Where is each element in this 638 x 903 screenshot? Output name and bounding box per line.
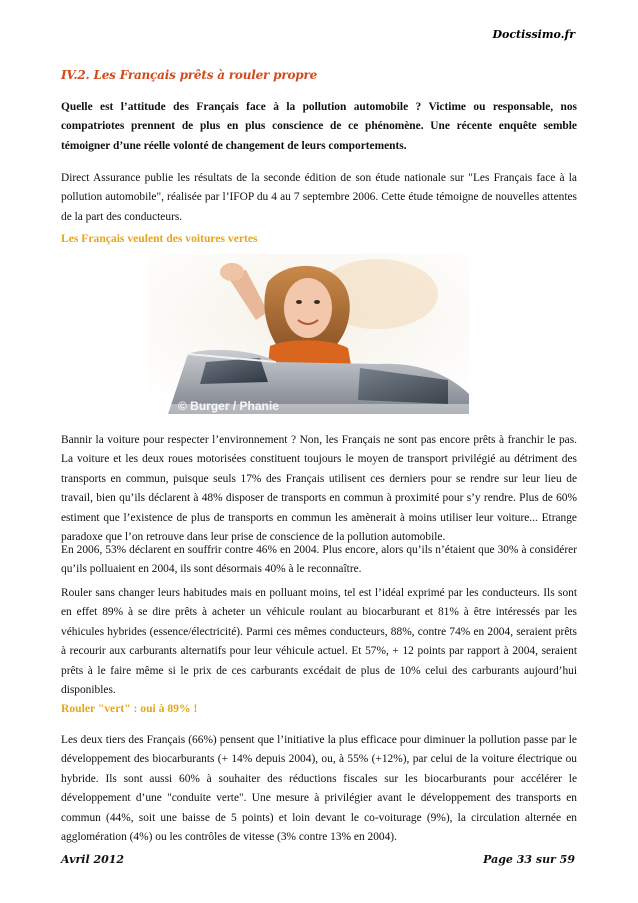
article-photo [148, 254, 469, 414]
intro-paragraph: Quelle est l’attitude des Français face à la pollution automobile ? Victime ou responsable, nos compatriotes prennent de plus en plus conscience de ce phénomène. Une récente enquête semble témoigner d’une réelle volonté de changement de leurs comportements. [61, 101, 577, 152]
section-title: IV.2. Les Français prêts à rouler propre [61, 68, 318, 82]
subheading-rouler-vert: Rouler "vert" : oui à 89% ! [61, 702, 198, 715]
woman-in-car-image [148, 254, 469, 414]
footer-page-number: Page 33 sur 59 [483, 853, 575, 866]
paragraph-initiatives: Les deux tiers des Français (66%) pensent que l’initiative la plus efficace pour diminuer la pollution passe par le développement des biocarburants (+ 14% depuis 2004), ou, à 55% (+12%), par celui de la voiture électrique ou hybride. Ils sont aussi 60% à souhaiter des réductions fiscales sur les biocarburants pour accélérer le développement d’une "conduite verte". Une mesure à privilégier avant le développement des transports en commun (44%, soit une baisse de 5 points) et loin devant le co-voiturage (9%), la circulation alternée en agglomération (4%) ou les contrôles de vitesse (3% contre 13% en 2004). [61, 734, 577, 844]
subheading-green-cars: Les Français veulent des voitures vertes [61, 232, 258, 245]
footer-date: Avril 2012 [61, 853, 125, 866]
photo-credit: © Burger / Phanie [178, 399, 279, 413]
paragraph-drivers-ideal: Rouler sans changer leurs habitudes mais en polluant moins, tel est l’idéal exprimé par les conducteurs. Ils sont en effet 89% à se dire prêts à acheter un véhicule roulant au biocarburant et 81% à être intéressés par les véhicules hybrides (essence/électricité). Parmi ces mêmes conducteurs, 88%, contre 74% en 2004, seraient prêts à recourir aux carburants alternatifs pour leur véhicule actuel. Et 57%, + 12 points par rapport à 2004, seraient prêts à le faire même si le prix de ces carburants excédait de plus de 10% celui des carburants aujourd’hui disponibles. [61, 587, 577, 697]
paragraph-transport: Bannir la voiture pour respecter l’environnement ? Non, les Français ne sont pas encore prêts à franchir le pas. La voiture et les deux roues motorisées constituent toujours le moyen de transport privilégié au détriment des transports en commun, puisque seuls 17% des Français utilisent ces derniers pour se rendre sur leur lieu de travail, bien qu’ils déclarent à 48% disposer de transports en commun à proximité pour s’y rendre. Plus de 60% estiment que l’existence de plus de transports en commun les amènerait à moins utiliser leur voiture... Etrange paradoxe que l’on retrouve dans leur prise de conscience de la pollution automobile. [61, 434, 577, 544]
site-name: Doctissimo.fr [492, 28, 575, 41]
paragraph-study: Direct Assurance publie les résultats de la seconde édition de son étude nationale sur "Les Français face à la pollution automobile", réalisée par l’IFOP du 4 au 7 septembre 2006. Cette étude témoigne de nouvelles attentes de la part des conducteurs. [61, 172, 577, 223]
paragraph-2006-stats: En 2006, 53% déclarent en souffrir contre 46% en 2004. Plus encore, alors qu’ils n’étaient que 30% à considérer qu’ils polluaient en 2004, ils sont désormais 40% à le reconnaître. [61, 544, 577, 576]
